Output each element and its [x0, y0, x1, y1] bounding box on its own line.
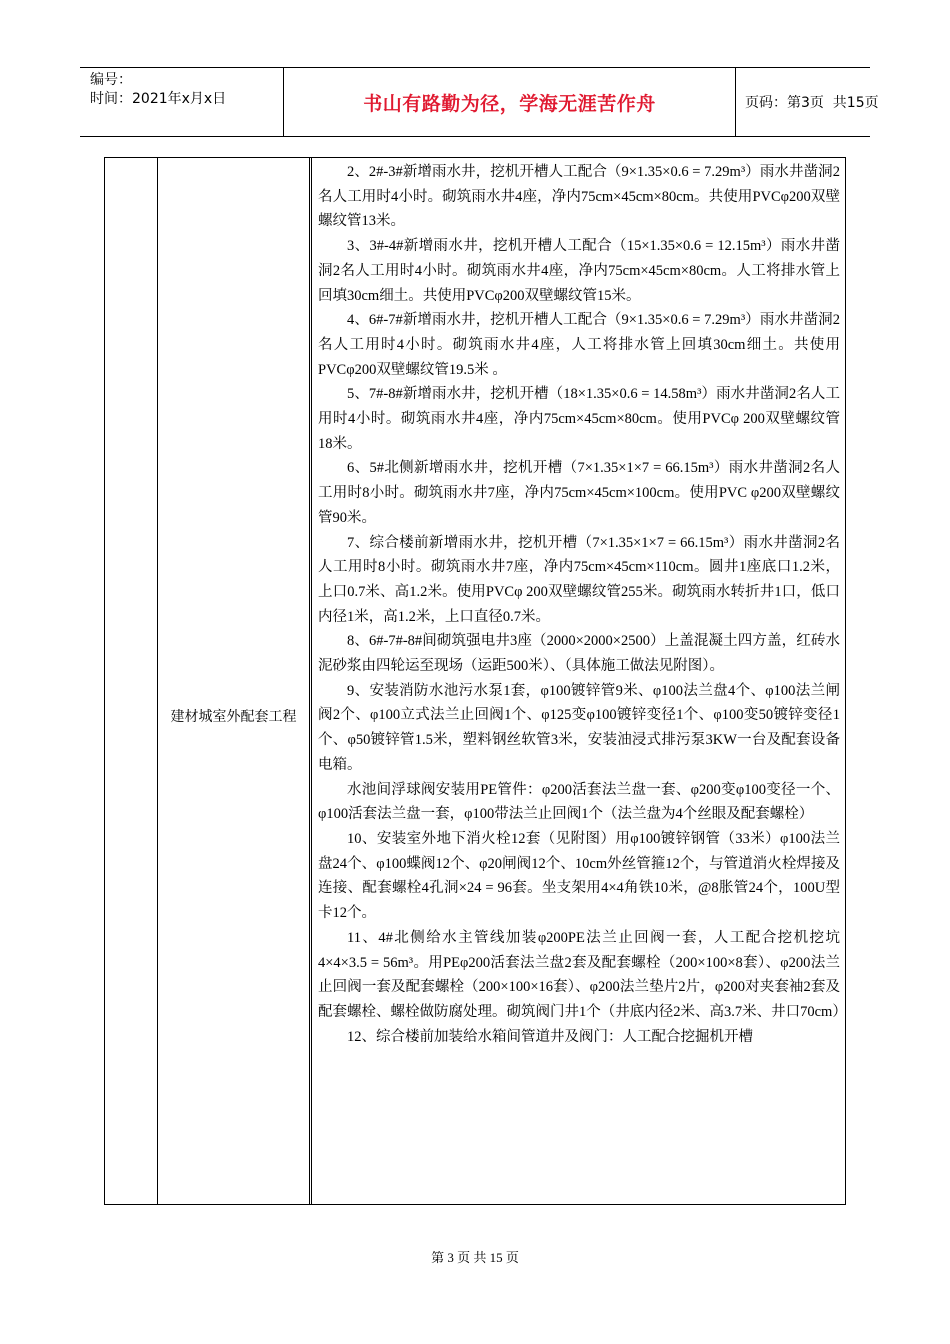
- page-footer: 第 3 页 共 15 页: [431, 1250, 519, 1265]
- content-paragraph: 5、7#-8#新增雨水井，挖机开槽（18×1.35×0.6 = 14.58m³）雨水井凿洞2名人工用时4小时。砌筑雨水井4座，净内75cm×45cm×80cm。使用PVCφ 200双壁螺纹管18米。: [318, 386, 840, 452]
- content-paragraph: 9、安装消防水池污水泵1套，φ100镀锌管9米、φ100法兰盘4个、φ100法兰闸阀2个、φ100立式法兰止回阀1个、φ125变φ100镀锌变径1个、φ100变50镀锌变径1个、φ50镀锌管1.5米，塑料钢丝软管3米，安装油浸式排污泵3KW一台及配套设备电箱。: [318, 682, 840, 773]
- header-page-label: 页码：第3页 共15页: [745, 95, 879, 111]
- header-info-cell: [80, 68, 284, 136]
- content-paragraph: 2、2#-3#新增雨水井，挖机开槽人工配合（9×1.35×0.6 = 7.29m³）雨水井凿洞2名人工用时4小时。砌筑雨水井4座，净内75cm×45cm×80cm。共使用PVCφ200双壁螺纹管13米。: [318, 164, 840, 230]
- document-header: [80, 67, 879, 137]
- content-paragraph: 4、6#-7#新增雨水井，挖机开槽人工配合（9×1.35×0.6 = 7.29m³）雨水井凿洞2名人工用时4小时。砌筑雨水井4座，人工将排水管上回填30cm细土。共使用PVCφ200双壁螺纹管19.5米 。: [318, 312, 840, 378]
- header-page-cell: [736, 68, 879, 136]
- content-paragraph: 10、安装室外地下消火栓12套（见附图）用φ100镀锌钢管（33米）φ100法兰盘24个、φ100蝶阀12个、φ20闸阀12个、10cm外丝管箍12个，与管道消火栓焊接及连接、配套螺栓4孔洞×24 = 96套。坐支架用4×4角铁10米，@8胀管24个，100U型卡12个。: [318, 830, 840, 922]
- doc-number-label: 编号：: [90, 72, 132, 88]
- content-paragraph: 水池间浮球阀安装用PE管件：φ200活套法兰盘一套、φ200变φ100变径一个、φ100活套法兰盘一套，φ100带法兰止回阀1个（法兰盘为4个丝眼及配套螺栓）: [318, 781, 840, 823]
- content-paragraph: 3、3#-4#新增雨水井，挖机开槽人工配合（15×1.35×0.6 = 12.15m³）雨水井凿洞2名人工用时4小时。砌筑雨水井4座，净内75cm×45cm×80cm。人工将排水管上回填30cm细土。共使用PVCφ200双壁螺纹管15米。: [318, 238, 840, 304]
- table-divider: [311, 158, 312, 1204]
- doc-time-label: 时间：2021年x月x日: [90, 91, 227, 107]
- content-paragraph: 8、6#-7#-8#间砌筑强电井3座（2000×2000×2500）上盖混凝土四方盖，红砖水泥砂浆由四轮运至现场（运距500米）、（具体施工做法见附图）。: [318, 633, 840, 675]
- content-paragraph: 12、综合楼前加装给水箱间管道井及阀门：人工配合挖掘机开槽: [347, 1028, 753, 1045]
- content-paragraph: 6、5#北侧新增雨水井，挖机开槽（7×1.35×1×7 = 66.15m³）雨水井凿洞2名人工用时8小时。砌筑雨水井7座，净内75cm×45cm×100cm。使用PVC φ200双壁螺纹管90米。: [318, 460, 840, 526]
- header-motto: 书山有路勤为径，学海无涯苦作舟: [284, 68, 736, 136]
- table-divider: [309, 158, 310, 1204]
- content-paragraph: 7、综合楼前新增雨水井，挖机开槽（7×1.35×1×7 = 66.15m³）雨水井凿洞2名人工用时8小时。砌筑雨水井7座，净内75cm×45cm×110cm。圆井1座底口1.2米，上口0.7米、高1.2米。使用PVCφ 200双壁螺纹管255米。砌筑雨水转折井1口，低口内径1米，高1.2米，上口直径0.7米。: [318, 534, 840, 625]
- category-cell: 建材城室外配套工程: [170, 709, 297, 725]
- construction-table: [104, 157, 846, 1205]
- content-paragraph: 11、4#北侧给水主管线加装φ200PE法兰止回阀一套，人工配合挖机挖坑4×4×3.5 = 56m³。用PEφ200活套法兰盘2套及配套螺栓（200×100×8套）、φ200法兰止回阀一套及配套螺栓（200×100×16套）、φ200法兰垫片2片，φ200对夹套袖2套及配套螺栓、螺栓做防腐处理。砌筑阀门井1个（井底内径2米、高3.7米、井口70cm）: [318, 929, 847, 1020]
- table-divider: [157, 158, 158, 1204]
- content-cell: [318, 160, 847, 1049]
